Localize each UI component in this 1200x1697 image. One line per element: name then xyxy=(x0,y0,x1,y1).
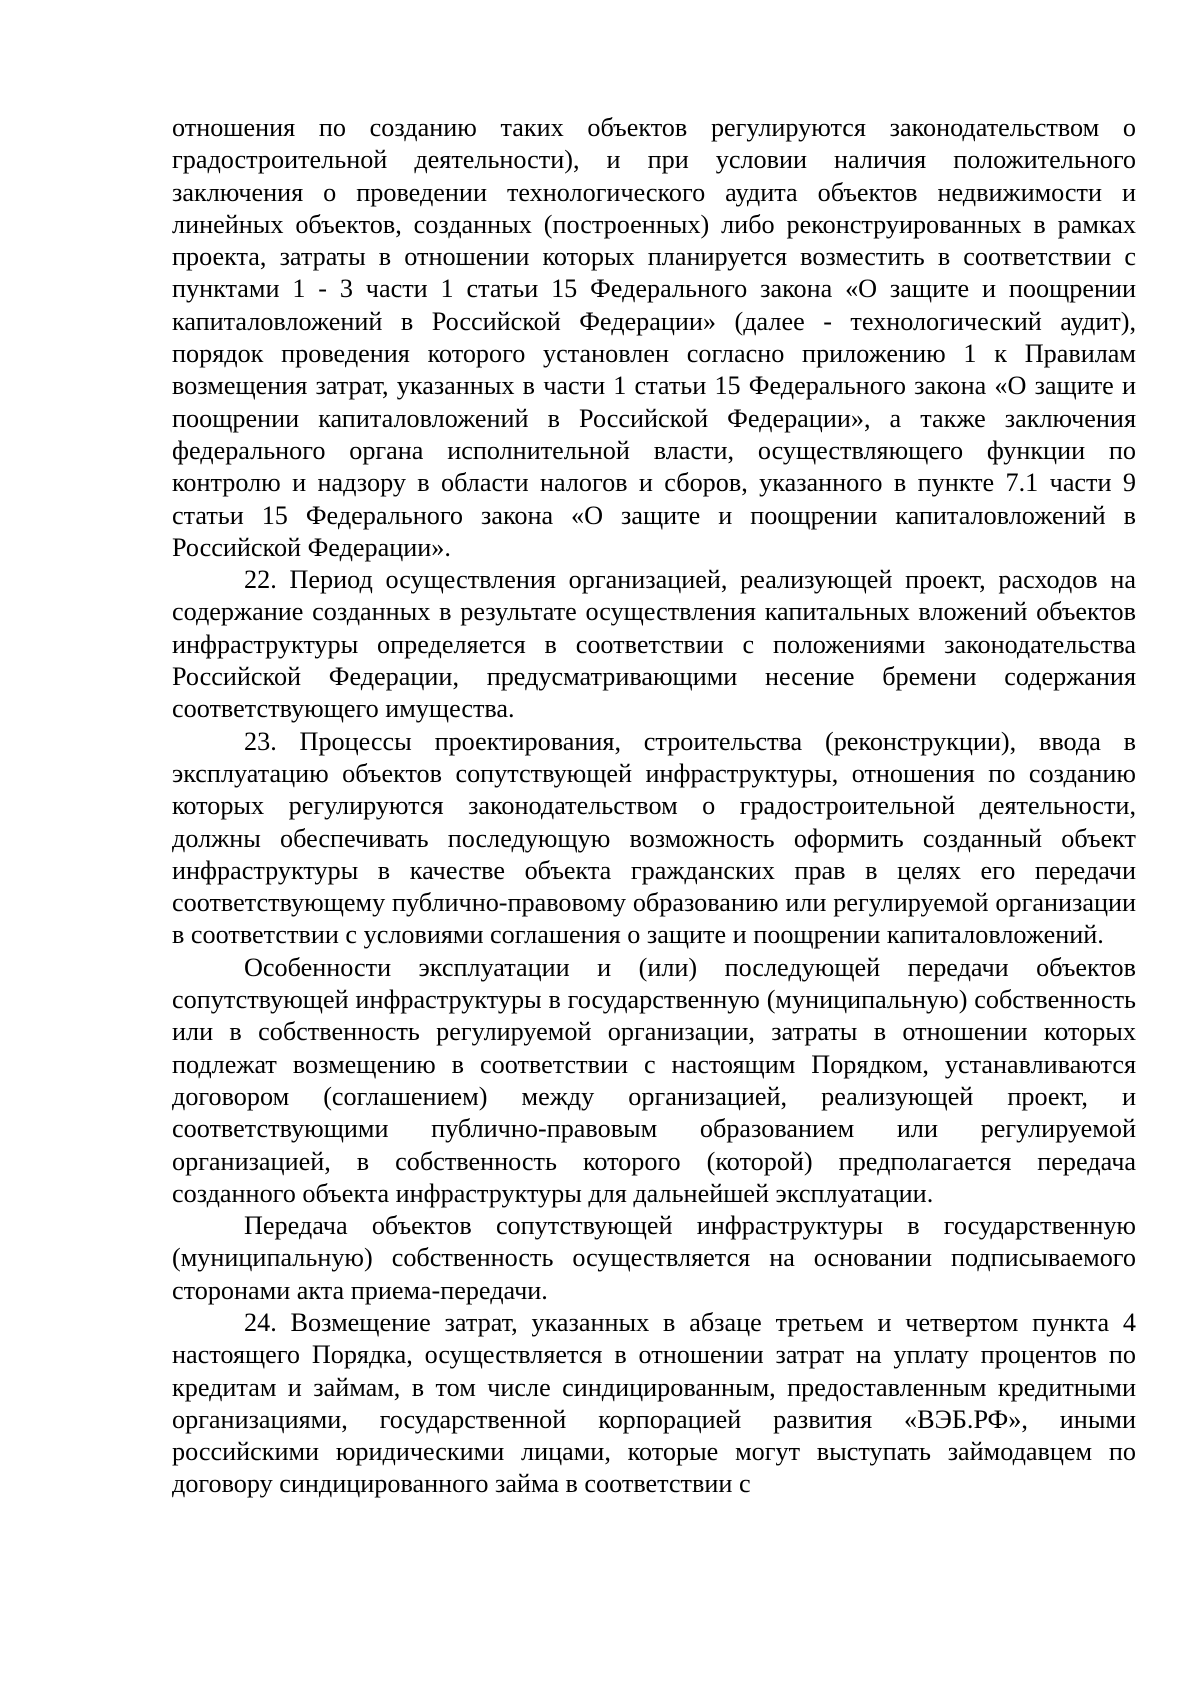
paragraph-continuation: отношения по созданию таких объектов регулируются законодательством о градостроительной деятельности), и при условии наличия положительного заключения о проведении технологического аудита объектов недвижимости и линейных объектов, созданных (построенных) либо реконструированных в рамках проекта, затраты в отношении которых планируется возместить в соответствии с пунктами 1 - 3 части 1 статьи 15 Федерального закона «О защите и поощрении капиталовложений в Российской Федерации» (далее - технологический аудит), порядок проведения которого установлен согласно приложению 1 к Правилам возмещения затрат, указанных в части 1 статьи 15 Федерального закона «О защите и поощрении капиталовложений в Российской Федерации», а также заключения федерального органа исполнительной власти, осуществляющего функции по контролю и надзору в области налогов и сборов, указанного в пункте 7.1 части 9 статьи 15 Федерального закона «О защите и поощрении капиталовложений в Российской Федерации». xyxy=(172,113,1136,562)
paragraph-transfer-act: Передача объектов сопутствующей инфраструктуры в государственную (муниципальную) собственность осуществляется на основании подписываемого сторонами акта приема-передачи. xyxy=(172,1211,1136,1305)
paragraph-operation-specifics: Особенности эксплуатации и (или) последующей передачи объектов сопутствующей инфраструктуры в государственную (муниципальную) собственность или в собственность регулируемой организации, затраты в отношении которых подлежат возмещению в соответствии с настоящим Порядком, устанавливаются договором (соглашением) между организацией, реализующей проект, и соответствующими публично-правовым образованием или регулируемой организацией, в собственность которого (которой) предполагается передача созданного объекта инфраструктуры для дальнейшей эксплуатации. xyxy=(172,952,1136,1208)
paragraph-item-24: 24. Возмещение затрат, указанных в абзаце третьем и четвертом пункта 4 настоящего Порядка, осуществляется в отношении затрат на уплату процентов по кредитам и займам, в том числе синдицированным, предоставленным кредитными организациями, государственной корпорацией развития «ВЭБ.РФ», иными российскими юридическими лицами, которые могут выступать займодавцем по договору синдицированного займа в соответствии с xyxy=(172,1307,1136,1499)
document-page xyxy=(172,112,1136,1501)
paragraph-item-22: 22. Период осуществления организацией, реализующей проект, расходов на содержание созданных в результате осуществления капитальных вложений объектов инфраструктуры определяется в соответствии с положениями законодательства Российской Федерации, предусматривающими несение бремени содержания соответствующего имущества. xyxy=(172,565,1136,724)
paragraph-item-23: 23. Процессы проектирования, строительства (реконструкции), ввода в эксплуатацию объектов сопутствующей инфраструктуры, отношения по созданию которых регулируются законодательством о градостроительной деятельности, должны обеспечивать последующую возможность оформить созданный объект инфраструктуры в качестве объекта гражданских прав в целях его передачи соответствующему публично-правовому образованию или регулируемой организации в соответствии с условиями соглашения о защите и поощрении капиталовложений. xyxy=(172,726,1136,950)
